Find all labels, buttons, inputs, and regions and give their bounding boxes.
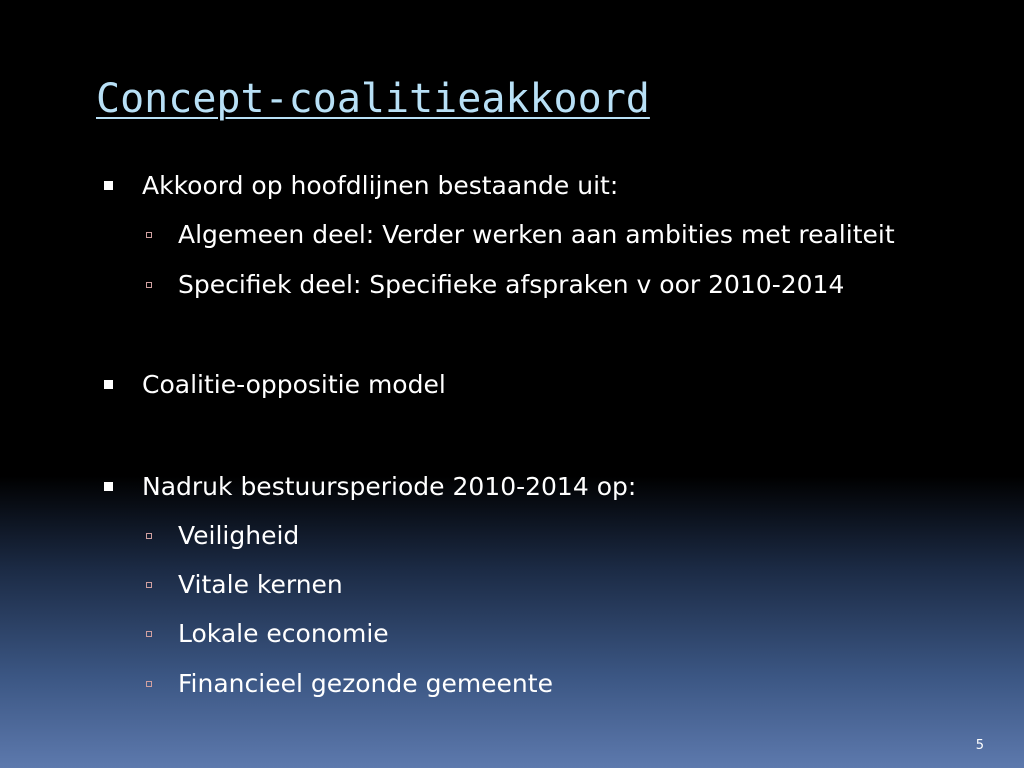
sub-bullet-text: Financieel gezonde gemeente (178, 669, 553, 698)
sub-bullet-text: Lokale economie (178, 619, 389, 648)
sub-bullet-text: Vitale kernen (178, 570, 343, 599)
bullet-text: Akkoord op hoofdlijnen bestaande uit: (142, 171, 619, 200)
square-bullet-icon (104, 181, 113, 190)
hollow-square-bullet-icon (146, 232, 152, 238)
bullet-text: Coalitie-oppositie model (142, 370, 446, 399)
bullet-text: Nadruk bestuursperiode 2010-2014 op: (142, 472, 637, 501)
hollow-square-bullet-icon (146, 582, 152, 588)
slide-title[interactable]: Concept-coalitieakkoord (96, 76, 650, 122)
page-number: 5 (975, 738, 984, 753)
hollow-square-bullet-icon (146, 681, 152, 687)
square-bullet-icon (104, 482, 113, 491)
hollow-square-bullet-icon (146, 533, 152, 539)
hollow-square-bullet-icon (146, 631, 152, 637)
square-bullet-icon (104, 380, 113, 389)
hollow-square-bullet-icon (146, 282, 152, 288)
sub-bullet-text: Veiligheid (178, 521, 300, 550)
sub-bullet-text: Algemeen deel: Verder werken aan ambities met realiteit (178, 220, 895, 249)
sub-bullet-text: Specifiek deel: Specifieke afspraken v oor 2010-2014 (178, 270, 845, 299)
